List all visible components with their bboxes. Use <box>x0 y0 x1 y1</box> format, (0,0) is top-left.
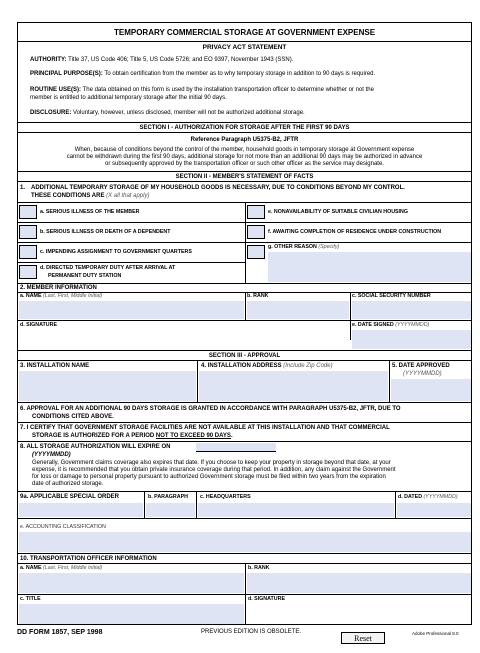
officer-title-field[interactable] <box>19 604 244 624</box>
divider <box>17 594 472 595</box>
checkbox-b[interactable] <box>19 225 37 239</box>
option-a-label: a. SERIOUS ILLNESS OF THE MEMBER <box>40 209 140 215</box>
disclosure-text: Voluntary, however, unless disclosed, member will not be authorized additional storage. <box>73 110 305 116</box>
divider <box>17 181 472 182</box>
checkbox-f[interactable] <box>247 225 265 239</box>
authority-row <box>30 57 293 63</box>
accounting-classification-field[interactable] <box>19 532 471 552</box>
q2a-hint: (Last, First, Middle Initial) <box>42 293 103 299</box>
q8-hint: (YYYYMMDD) <box>32 452 71 458</box>
q2d-label: d. SIGNATURE <box>20 322 57 328</box>
checkbox-g[interactable] <box>247 245 265 259</box>
software-label: Adobe Professional 8.0 <box>412 631 459 636</box>
q9d-hint: (YYYYMMDD) <box>423 494 458 500</box>
divider <box>17 262 245 263</box>
divider <box>17 41 472 42</box>
purpose-text: To obtain certification from the member as to why temporary storage in addition to 90 days is required. <box>104 71 376 77</box>
q9c-label: c. HEADQUARTERS <box>200 494 251 500</box>
q10a-text: a. NAME <box>20 565 42 571</box>
divider <box>17 360 472 361</box>
q7-text-c: . <box>230 433 233 439</box>
q9d-label <box>398 495 458 500</box>
divider <box>196 491 197 518</box>
ssn-field[interactable] <box>352 301 471 319</box>
q2-heading: 2. MEMBER INFORMATION <box>20 285 97 291</box>
routine-row <box>30 87 374 93</box>
headquarters-field[interactable] <box>198 503 394 517</box>
section1-text-1: When, because of conditions beyond the control of the member, household goods in temporary storage at Government expense <box>74 147 415 153</box>
expiration-date-field[interactable] <box>196 443 276 452</box>
authority-label: AUTHORITY: <box>30 57 67 63</box>
disclosure-label: DISCLOSURE: <box>30 110 72 116</box>
q5-hint: (YYYYMMDD) <box>403 371 442 377</box>
q6-line-2: CONDITIONS CITED ABOVE. <box>32 414 114 420</box>
q1-hint: (X all that apply) <box>106 193 150 199</box>
checkbox-c[interactable] <box>19 245 37 259</box>
section1-heading: SECTION I - AUTHORIZATION FOR STORAGE AFTER THE FIRST 90 DAYS <box>139 125 350 131</box>
q10-heading: 10. TRANSPORTATION OFFICER INFORMATION <box>20 556 157 562</box>
member-rank-field[interactable] <box>247 301 349 319</box>
q8-paragraph-1: Generally, Government claims coverage also expires that date. If you choose to keep your property in storage beyond that date, at your <box>32 460 391 466</box>
q7-text-a: STORAGE IS AUTHORIZED FOR A PERIOD <box>32 433 155 439</box>
q2e-label <box>352 323 429 328</box>
option-d-label-1: d. DIRECTED TEMPORARY DUTY AFTER ARRIVAL AT <box>40 265 176 271</box>
q2a-text: a. NAME <box>20 293 42 299</box>
q4-hint: (Include Zip Code) <box>283 363 333 369</box>
paragraph-field[interactable] <box>146 503 195 517</box>
option-e-label: e. NONAVAILABILITY OF SUITABLE CIVILIAN HOUSING <box>268 209 408 215</box>
form-title: TEMPORARY COMMERCIAL STORAGE AT GOVERNMENT EXPENSE <box>113 28 376 37</box>
q3-label: 3. INSTALLATION NAME <box>20 363 90 369</box>
form-id: DD FORM 1857, SEP 1998 <box>17 629 103 636</box>
q7-line-2 <box>32 433 233 439</box>
divider <box>17 122 472 123</box>
checkbox-e[interactable] <box>247 205 265 219</box>
q1-line-2 <box>31 193 149 199</box>
divider <box>350 292 351 340</box>
q8-paragraph-4: date of authorized storage. <box>32 481 104 487</box>
officer-rank-field[interactable] <box>247 573 471 593</box>
q7-text-b: NOT TO EXCEED 90 DAYS <box>155 433 231 439</box>
q9b-label: b. PARAGRAPH <box>148 494 188 500</box>
q1-line-2-text: THESE CONDITIONS ARE <box>31 193 105 199</box>
disclosure-row <box>30 110 305 116</box>
divider <box>17 242 472 243</box>
section1-text-3: or subsequently approved by the transportation officer or such other officer as the service may designate. <box>105 161 384 167</box>
option-b-label: b. SERIOUS ILLNESS OR DEATH OF A DEPENDENT <box>40 229 171 235</box>
q10c-label: c. TITLE <box>20 596 41 602</box>
section2-heading: SECTION II - MEMBER'S STATEMENT OF FACTS <box>175 174 314 180</box>
q2e-hint: (YYYYMMDD) <box>395 322 430 328</box>
q7-line-1: 7. I CERTIFY THAT GOVERNMENT STORAGE FACILITIES ARE NOT AVAILABLE AT THIS INSTALLATION AND THAT COMMERCIAL <box>20 425 390 431</box>
routine-label: ROUTINE USE(S): <box>30 87 81 93</box>
q8-paragraph-2: expense, it is recommended that you obtain private insurance coverage during that period. In addition, any claim against the Government <box>32 467 396 473</box>
option-d-label-2: PERMANENT DUTY STATION <box>48 273 122 279</box>
divider <box>17 422 472 423</box>
option-g-label <box>268 245 339 250</box>
q9a-label: 9a. APPLICABLE SPECIAL ORDER <box>20 494 120 500</box>
q4-text: 4. INSTALLATION ADDRESS <box>201 363 282 369</box>
q5-label: 5. DATE APPROVED <box>392 363 450 369</box>
special-order-field[interactable] <box>19 503 143 517</box>
divider <box>17 350 472 351</box>
officer-name-field[interactable] <box>19 573 244 593</box>
routine-text: The data obtained on this form is used by the installation transportation officer to determine whether or not the <box>82 87 374 93</box>
q2b-label: b. RANK <box>247 293 269 299</box>
authority-text: Title 37, US Code 406; Title 5, US Code 5726; and EO 9397, November 1943 (SSN). <box>68 57 294 63</box>
member-date-field[interactable] <box>352 330 471 349</box>
member-name-field[interactable] <box>19 301 244 319</box>
q8-paragraph-3: for loss or damage to personal property pursuant to authorized Government storage must be filed within two years from the expiration <box>32 474 386 480</box>
installation-name-field[interactable] <box>19 371 196 401</box>
q10d-label: d. SIGNATURE <box>248 596 285 602</box>
option-c-label: c. IMPENDING ASSIGNMENT TO GOVERNMENT QUARTERS <box>40 249 192 255</box>
section1-text-2: cannot be withdrawn during the first 90 days, additional storage for not more than an additional 90 days may be authorized in advance <box>66 154 423 160</box>
divider <box>17 320 472 321</box>
q10b-label: b. RANK <box>248 565 270 571</box>
divider <box>17 402 472 403</box>
divider <box>197 360 198 402</box>
installation-address-field[interactable] <box>199 371 388 401</box>
divider <box>17 441 472 442</box>
q2a-label <box>20 294 102 299</box>
divider <box>17 491 472 492</box>
purpose-row <box>30 71 375 77</box>
q2c-label: c. SOCIAL SECURITY NUMBER <box>352 293 431 299</box>
divider <box>17 222 472 223</box>
divider <box>395 491 396 518</box>
q9d-text: d. DATED <box>398 494 423 500</box>
divider <box>17 132 472 133</box>
purpose-label: PRINCIPAL PURPOSE(S): <box>30 71 103 77</box>
option-g-hint: (Specify) <box>318 244 340 250</box>
divider <box>17 283 472 284</box>
date-approved-field[interactable] <box>391 379 471 401</box>
checkbox-a[interactable] <box>19 205 37 219</box>
obsolete-notice: PREVIOUS EDITION IS OBSOLETE. <box>201 629 302 635</box>
q6-line-1: 6. APPROVAL FOR AN ADDITIONAL 90 DAYS STORAGE IS GRANTED IN ACCORDANCE WITH PARAGRAPH U5375-B2, JFTR, DUE TO <box>20 406 401 412</box>
divider <box>144 491 145 518</box>
section1-reference: Reference Paragraph U5375-B2, JFTR <box>190 137 299 143</box>
q10a-label <box>20 566 102 571</box>
section3-heading: SECTION III - APPROVAL <box>208 353 281 359</box>
divider <box>17 171 472 172</box>
option-g-text: g. OTHER REASON <box>268 244 317 250</box>
divider <box>245 292 246 320</box>
q1-num: 1. <box>20 185 26 191</box>
reset-button[interactable]: Reset <box>341 632 385 644</box>
dated-field[interactable] <box>397 503 471 517</box>
divider <box>389 360 390 402</box>
q2e-text: e. DATE SIGNED <box>352 322 394 328</box>
officer-signature-field[interactable] <box>247 604 471 624</box>
member-signature-field[interactable] <box>19 330 349 340</box>
divider <box>17 518 472 519</box>
q8-label: 8. ALL STORAGE AUTHORIZATION WILL EXPIRE ON <box>20 444 171 450</box>
q1-line-1: ADDITIONAL TEMPORARY STORAGE OF MY HOUSEHOLD GOODS IS NECESSARY, DUE TO CONDITIONS BEYOND MY CONTROL. <box>31 185 405 191</box>
checkbox-d[interactable] <box>19 265 37 279</box>
q10a-hint: (Last, First, Middle Initial) <box>42 565 103 571</box>
q9e-label: e. ACCOUNTING CLASSIFICATION <box>20 524 106 530</box>
divider <box>17 553 472 554</box>
option-f-label: f. AWAITING COMPLETION OF RESIDENCE UNDER CONSTRUCTION <box>268 229 442 235</box>
privacy-heading: PRIVACY ACT STATEMENT <box>202 44 287 51</box>
other-reason-field[interactable] <box>268 252 471 282</box>
routine-text-2: member is entitled to additional temporary storage after the initial 90 days. <box>30 95 227 101</box>
q4-label <box>201 363 333 369</box>
